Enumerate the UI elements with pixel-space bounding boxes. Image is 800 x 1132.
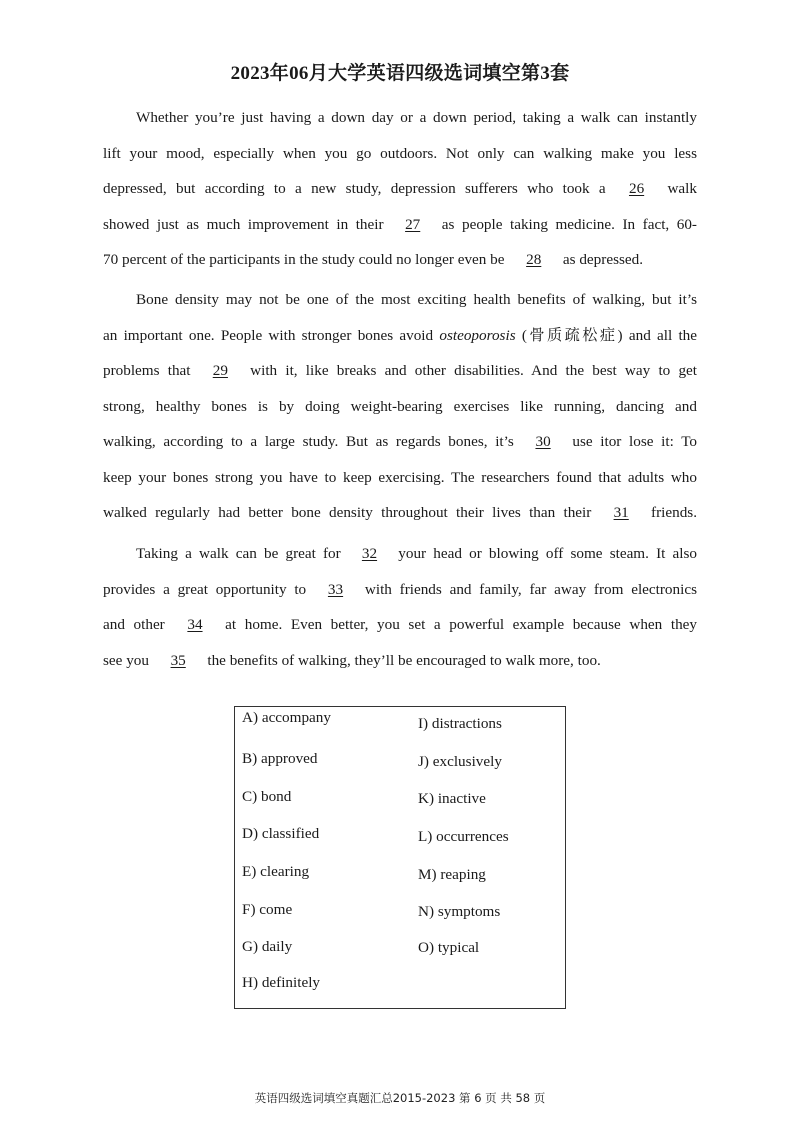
- option-f: F) come: [242, 901, 293, 918]
- option-c: C) bond: [242, 788, 292, 805]
- blank-29[interactable]: 29: [212, 362, 228, 379]
- text-line: [103, 643, 697, 679]
- blank-28[interactable]: 28: [526, 251, 542, 268]
- option-b: B) approved: [242, 750, 318, 767]
- text-segment: depressed, but according to a new study, depression sufferers who took a: [103, 180, 606, 197]
- option-n: N) symptoms: [418, 903, 501, 920]
- blank-33[interactable]: 33: [327, 580, 344, 598]
- text-segment: see you: [103, 651, 149, 669]
- text-segment: showed just as much improvement in their: [103, 215, 384, 233]
- text-segment: (骨质疏松症) and all the: [521, 326, 698, 344]
- text-line: [103, 607, 697, 643]
- text-segment: the benefits of walking, they’ll be encouraged to walk more, too.: [207, 651, 601, 669]
- option-l: L) occurrences: [418, 828, 509, 845]
- blank-30[interactable]: 30: [535, 433, 551, 450]
- option-m: M) reaping: [418, 866, 486, 883]
- text-segment: and other: [103, 616, 165, 633]
- text-line: Bone density may not be one of the most exciting health benefits of walking, but it’s: [136, 291, 697, 308]
- text-line: [103, 536, 697, 572]
- text-segment: walked regularly had better bone density throughout their lives than their: [103, 504, 592, 521]
- option-a: A) accompany: [242, 709, 331, 726]
- blank-31[interactable]: 31: [613, 504, 629, 521]
- text-line: lift your mood, especially when you go outdoors. Not only can walking make you less: [103, 144, 697, 162]
- italic-term: osteoporosis: [439, 326, 516, 344]
- page-footer: 英语四级选词填空真题汇总2015-2023 第 6 页 共 58 页: [254, 1091, 546, 1105]
- text-segment: walk: [667, 180, 697, 197]
- text-segment: with it, like breaks and other disabilities. And the best way to get: [250, 362, 698, 379]
- option-i: I) distractions: [418, 715, 502, 732]
- text-segment: your head or blowing off some steam. It also: [398, 545, 697, 562]
- blank-32[interactable]: 32: [361, 545, 378, 562]
- option-o: O) typical: [418, 939, 480, 956]
- option-k: K) inactive: [418, 790, 486, 807]
- word-bank-box: [234, 706, 566, 1009]
- option-d: D) classified: [242, 825, 320, 842]
- text-segment: walking, according to a large study. But as regards bones, it’s: [103, 433, 514, 450]
- text-line: [103, 424, 697, 460]
- text-segment: as depressed.: [562, 251, 644, 268]
- text-line: [103, 318, 697, 354]
- text-line: [103, 171, 697, 207]
- paragraph-3: [103, 536, 697, 678]
- text-line: Whether you’re just having a down day or a down period, taking a walk can instantly: [136, 109, 697, 126]
- text-segment: problems that: [103, 362, 191, 379]
- blank-34[interactable]: 34: [187, 616, 203, 633]
- text-segment: at home. Even better, you set a powerful example because when they: [225, 616, 698, 633]
- option-j: J) exclusively: [418, 753, 502, 770]
- text-segment: 70 percent of the participants in the study could no longer even be: [103, 251, 505, 268]
- text-segment: with friends and family, far away from electronics: [364, 580, 697, 598]
- text-line: [103, 495, 697, 531]
- paragraph-2: [103, 282, 697, 531]
- text-line: [103, 207, 697, 243]
- text-line: [103, 572, 697, 608]
- option-h: H) definitely: [242, 974, 321, 991]
- text-line: [103, 353, 697, 389]
- option-g: G) daily: [242, 938, 293, 955]
- blank-26[interactable]: 26: [628, 180, 645, 197]
- text-segment: friends.: [651, 504, 698, 521]
- text-line: keep your bones strong you have to keep exercising. The researchers found that adults who: [103, 468, 697, 486]
- text-line: [103, 242, 697, 278]
- text-line: strong, healthy bones is by doing weight-bearing exercises like running, dancing and: [103, 397, 697, 415]
- text-segment: use itor lose it: To: [572, 433, 698, 450]
- text-segment: Taking a walk can be great for: [136, 545, 341, 562]
- blank-27[interactable]: 27: [405, 215, 421, 233]
- text-segment: as people taking medicine. In fact, 60-: [441, 215, 697, 233]
- text-segment: provides a great opportunity to: [103, 580, 307, 598]
- page-title: 2023年06月大学英语四级选词填空第3套: [230, 63, 570, 84]
- blank-35[interactable]: 35: [170, 651, 186, 669]
- option-e: E) clearing: [242, 863, 310, 880]
- text-segment: an important one. People with stronger bones avoid: [103, 326, 434, 344]
- paragraph-1: [103, 100, 697, 278]
